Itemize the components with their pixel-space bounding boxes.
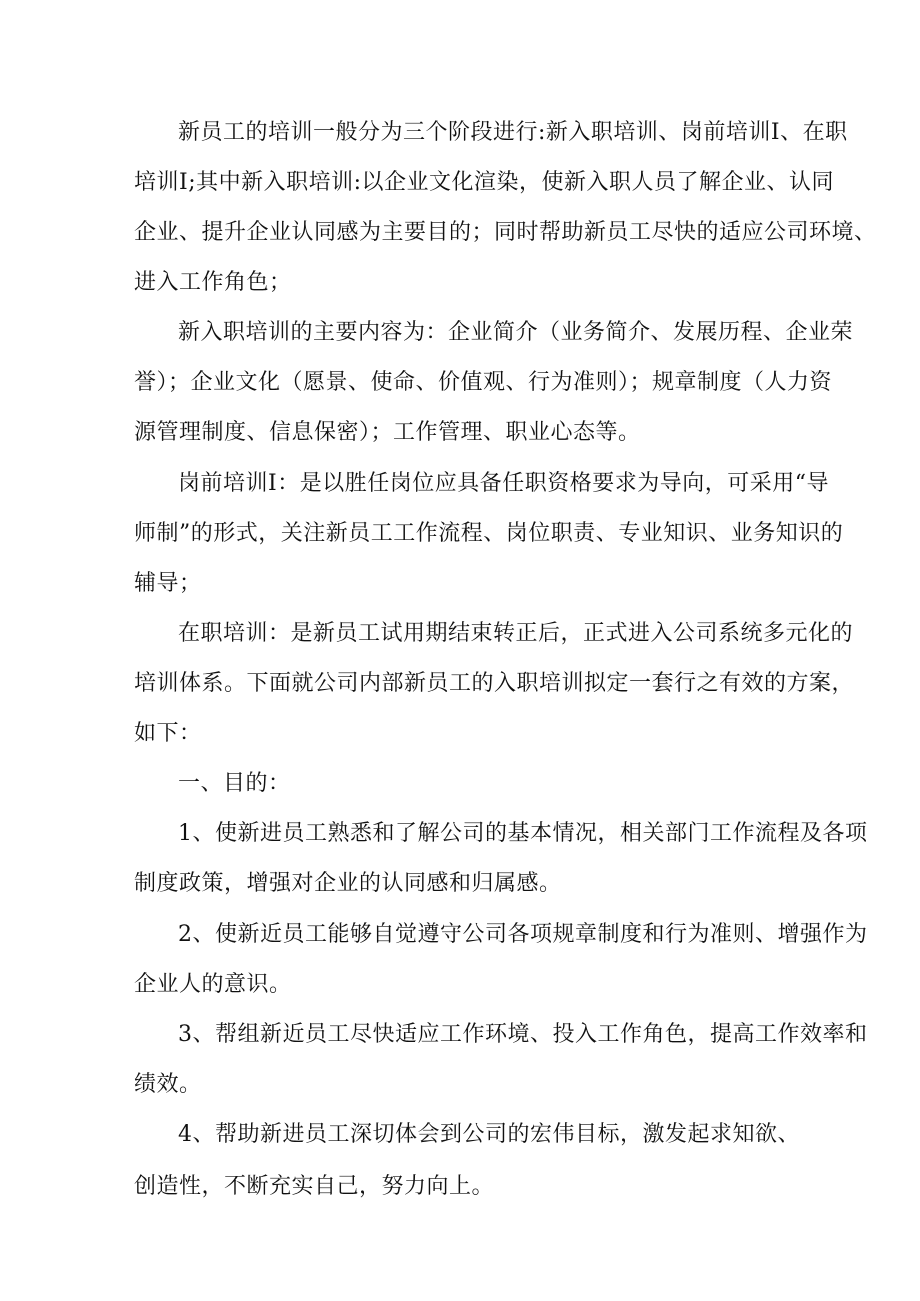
paragraph-line: 源管理制度、信息保密）；工作管理、职业心态等。 [134,420,641,445]
paragraph-line: 4、帮助新进员工深切体会到公司的宏伟目标，激发起求知欲、 [178,1122,800,1147]
paragraph-line: 师制”的形式，关注新员工工作流程、岗位职责、专业知识、业务知识的 [134,521,844,546]
paragraph-line: 培训体系。下面就公司内部新员工的入职培训拟定一套行之有效的方案， [134,671,855,696]
paragraph-line: 誉）；企业文化（愿景、使命、价值观、行为准则）；规章制度（人力资 [134,370,833,395]
paragraph-line: 1、使新进员工熟悉和了解公司的基本情况，相关部门工作流程及各项 [178,821,868,846]
paragraph-line: 企业、提升企业认同感为主要目的；同时帮助新员工尽快的适应公司环境、 [134,220,877,245]
paragraph-line: 企业人的意识。 [134,972,292,997]
paragraph-line: 如下： [134,721,202,746]
section-heading: 一、目的： [178,771,291,796]
paragraph-line: 创造性，不断充实自己，努力向上。 [134,1174,495,1199]
paragraph-line: 3、帮组新近员工尽快适应工作环境、投入工作角色，提高工作效率和 [178,1022,868,1047]
paragraph-line: 培训Ⅰ;其中新入职培训:以企业文化渲染，使新入职人员了解企业、认同 [134,170,835,195]
paragraph-line: 新员工的培训一般分为三个阶段进行:新入职培训、岗前培训Ⅰ、在职 [178,120,848,145]
paragraph-line: 绩效。 [134,1072,202,1097]
paragraph-line: 制度政策，增强对企业的认同感和归属感。 [134,871,562,896]
paragraph-line: 2、使新近员工能够自觉遵守公司各项规章制度和行为准则、增强作为 [178,922,868,947]
paragraph-line: 在职培训：是新员工试用期结束转正后，正式进入公司系统多元化的 [178,621,854,646]
paragraph-line: 岗前培训Ⅰ：是以胜任岗位应具备任职资格要求为导向，可采用“导 [178,471,829,496]
paragraph-line: 进入工作角色； [134,270,292,295]
paragraph-line: 辅导； [134,571,202,596]
paragraph-line: 新入职培训的主要内容为：企业简介（业务简介、发展历程、企业荣 [178,320,854,345]
